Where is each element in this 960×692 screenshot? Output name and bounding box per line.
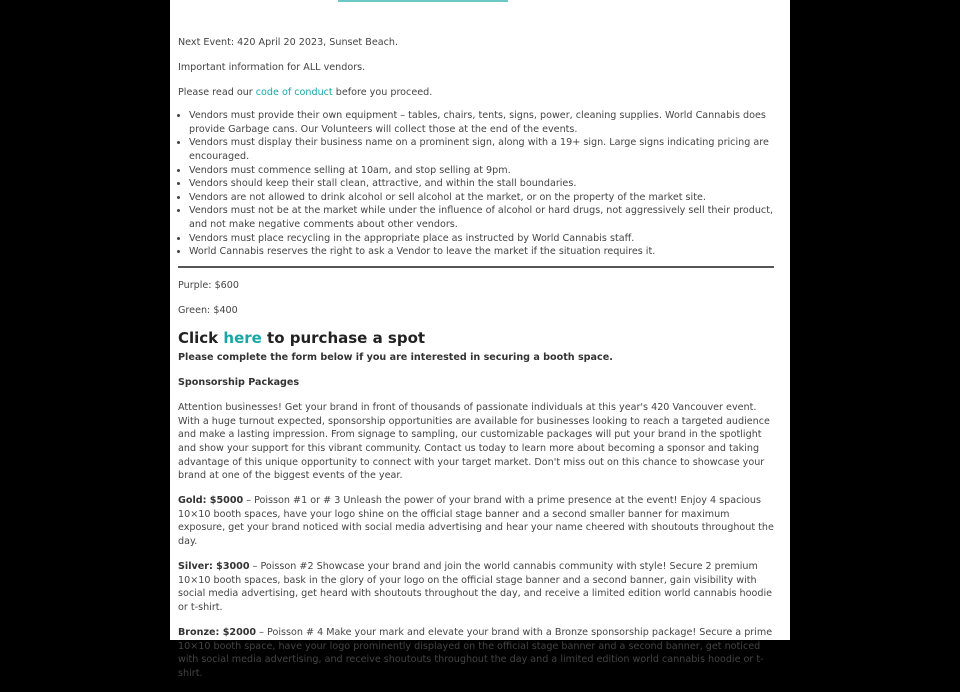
sponsorship-heading: Sponsorship Packages (178, 377, 300, 389)
read-prefix: Please read our (178, 87, 256, 99)
next-event-text: Next Event: 420 April 20 2023, Sunset Beach. (178, 37, 399, 48)
list-item: • Vendors are not allowed to drink alcohol or sell alcohol at the market, or on the property of the market site. (189, 191, 774, 205)
list-item: • Vendors must place recycling in the appropriate place as instructed by World Cannabis staff. (189, 232, 774, 246)
important-info-text: Important information for ALL vendors. (178, 62, 366, 74)
list-item: • Vendors should keep their stall clean, attractive, and within the stall boundaries. (189, 177, 774, 191)
list-item: • Vendors must commence selling at 10am, and stop selling at 9pm. (189, 164, 774, 178)
package-gold (178, 494, 774, 548)
list-item: • World Cannabis reserves the right to ask a Vendor to leave the market if the situation requires it. (189, 245, 774, 259)
main-content (178, 36, 774, 692)
booth-form-note: Please complete the form below if you are interested in securing a booth space. (178, 352, 613, 363)
purchase-here-link[interactable]: here (223, 329, 262, 347)
package-silver (178, 560, 774, 614)
list-item: • Vendors must not be at the market while under the influence of alcohol or hard drugs, not aggressively sell their product, and not make negative comments about other vendors. (189, 204, 774, 231)
list-item: • Vendors must provide their own equipment – tables, chairs, tents, signs, power, cleaning supplies. World Cannabis does provide Garbage cans. Our Volunteers will collect those at the end of the events. (189, 109, 774, 136)
price-green: Green: $400 (178, 304, 238, 316)
horizontal-divider (178, 266, 774, 268)
read-suffix: before you proceed. (332, 87, 433, 99)
header-accent-line (338, 0, 508, 2)
package-bronze (178, 626, 774, 680)
code-of-conduct-link[interactable]: code of conduct (255, 87, 333, 99)
purchase-prefix: Click (178, 329, 224, 347)
package-gold-text: – Poisson #1 or # 3 Unleash the power of your brand with a prime presence at the event! Enjoy 4 spacious 10×10 booth spaces, have your logo shine on the official stage banner and a second smaller banner for maximum exposure, get your brand noticed with social media advertising and hear your name cheered with shoutouts throughout the day. (178, 495, 774, 548)
price-purple: Purple: $600 (178, 279, 239, 291)
package-gold-label: Gold: $5000 (178, 495, 244, 507)
package-bronze-text: – Poisson # 4 Make your mark and elevate your brand with a Bronze sponsorship package! Secure a prime 10×10 booth space, have your logo prominently displayed on the official stage banner and a second banner, get noticed with social media advertising, and receive shoutouts throughout the day and a limited edition world cannabis hoodie or t-shirt. (178, 627, 773, 679)
read-conduct-line (178, 86, 774, 100)
purchase-suffix: to purchase a spot (261, 329, 426, 347)
webpage (170, 0, 790, 679)
list-item: • Vendors must display their business name on a prominent sign, along with a 19+ sign. Large signs indicating pricing are encouraged. (189, 136, 774, 163)
purchase-heading (178, 329, 774, 347)
vendor-rules-list (178, 109, 774, 259)
sponsorship-intro: Attention businesses! Get your brand in front of thousands of passionate individuals at this year's 420 Vancouver event. With a huge turnout expected, sponsorship opportunities are available for businesses looking to reach a targeted audience and make a lasting impression. From signage to sampling, our customizable packages will put your brand in the spotlight and show your support for this vibrant community. Contact us today to learn more about becoming a sponsor and taking advantage of this unique opportunity to connect with your target market. Don't miss out on this chance to showcase your brand at one of the biggest events of the year. (178, 402, 770, 482)
package-silver-text: – Poisson #2 Showcase your brand and join the world cannabis community with style! Secure 2 premium 10×10 booth spaces, bask in the glory of your logo on the official stage banner and a second banner, gain visibility with social media advertising, get heard with shoutouts throughout the day, and receive a limited edition world cannabis hoodie or t-shirt. (178, 561, 773, 613)
package-silver-label: Silver: $3000 (178, 561, 250, 573)
package-bronze-label: Bronze: $2000 (178, 627, 257, 638)
